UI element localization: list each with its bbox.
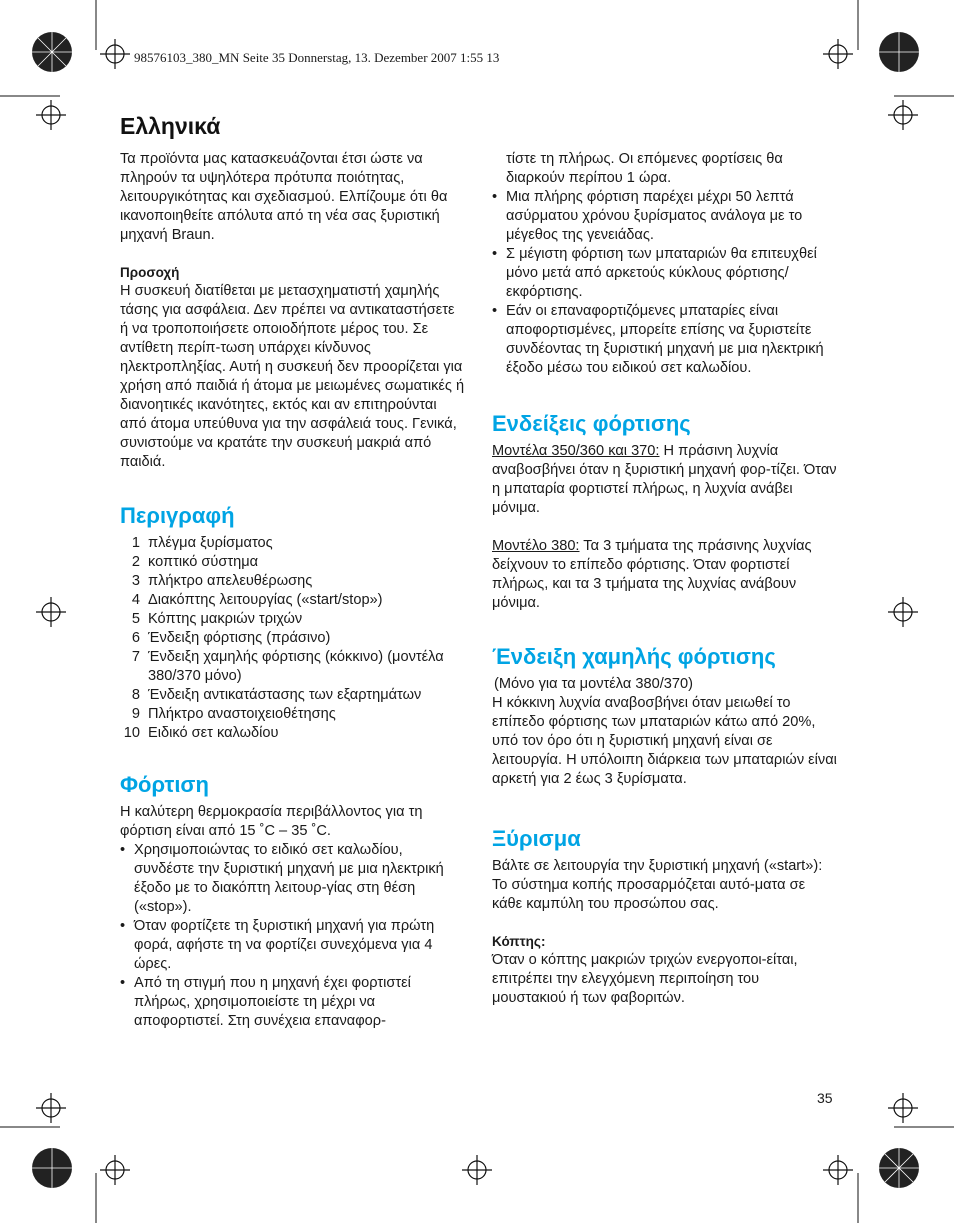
- list-item: • Μια πλήρης φόρτιση παρέχει μέχρι 50 λεπτά ασύρματου χρόνου ξυρίσματος ανάλογα με το μέγεθος της γενειάδας.: [492, 188, 837, 245]
- item-text: Ένδειξη χαμηλής φόρτισης (κόκκινο) (μοντέλα 380/370 μόνο): [148, 649, 444, 684]
- charging-bullets: [120, 841, 465, 1031]
- item-number: 7: [131, 649, 140, 665]
- right-column: [492, 150, 837, 1008]
- indicator-text: Τα 3 τμήματα της πράσινης λυχνίας δείχνουν το επίπεδο φόρτισης. Όταν φορτιστεί πλήρως, και τα 3 τμήματα της λυχνίας ανάβουν μόνιμα.: [492, 538, 812, 611]
- item-number: 4: [131, 592, 140, 608]
- description-heading: Περιγραφή: [120, 503, 235, 528]
- list-item: • Όταν φορτίζετε τη ξυριστική μηχανή για πρώτη φορά, αφήστε τη να φορτίζει συνεχόμενα για 4 ώρες.: [120, 917, 465, 974]
- charge-indicators-heading: Ενδείξεις φόρτισης: [492, 411, 691, 436]
- item-text: Ένδειξη αντικατάστασης των εξαρτημάτων: [148, 687, 422, 703]
- item-number: 5: [131, 611, 140, 627]
- charging-heading: Φόρτιση: [120, 772, 209, 797]
- model-label: Μοντέλα 350/360 και 370:: [492, 443, 660, 459]
- low-charge-heading: Ένδειξη χαμηλής φόρτισης: [492, 644, 776, 669]
- print-header: 98576103_380_MN Seite 35 Donnerstag, 13. Dezember 2007 1:55 13: [134, 50, 500, 65]
- item-number: 3: [131, 573, 140, 589]
- list-item: • Χρησιμοποιώντας το ειδικό σετ καλωδίου, συνδέστε την ξυριστική μηχανή με μια ηλεκτρική έξοδο με το διακόπτη λειτουρ-γίας στη θέση («stop»).: [120, 841, 465, 917]
- item-number: 10: [123, 725, 140, 741]
- caution-heading: Προσοχή: [120, 265, 180, 280]
- item-text: Κόπτης μακριών τριχών: [148, 611, 303, 627]
- description-item: [120, 629, 465, 648]
- charging-intro: Η καλύτερη θερμοκρασία περιβάλλοντος για τη φόρτιση είναι από 15 ˚C – 35 ˚C.: [120, 804, 423, 839]
- charging-bullets-continued: [492, 188, 837, 378]
- item-text: Ειδικό σετ καλωδίου: [148, 725, 279, 741]
- list-item: • Εάν οι επαναφορτιζόμενες μπαταρίες είναι αποφορτισμένες, μπορείτε επίσης να ξυριστείτε συνδέοντας τη ξυριστική μηχανή με μια ηλεκτρική έξοδο μέσω του ειδικού σετ καλωδίου.: [492, 302, 837, 378]
- description-item: [120, 572, 465, 591]
- item-number: 6: [131, 630, 140, 646]
- continued-text: τίστε τη πλήρως. Οι επόμενες φορτίσεις θα διαρκούν περίπου 1 ώρα.: [506, 151, 783, 186]
- intro-text: Τα προϊόντα μας κατασκευάζονται έτσι ώστε να πληρούν τα υψηλότερα πρότυπα ποιότητας, λειτουργικότητας και σχεδιασμού. Ελπίζουμε ότι θα ικανοποιηθείτε απόλυτα από τη νέα σας ξυριστική μηχανή Braun.: [120, 151, 448, 243]
- list-item: • Από τη στιγμή που η μηχανή έχει φορτιστεί πλήρως, χρησιμοποιείστε τη μέχρι να αποφορτιστεί. Στη συνέχεια επαναφορ-: [120, 974, 465, 1031]
- description-list: [120, 534, 465, 743]
- caution-text: Η συσκευή διατίθεται με μετασχηματιστή χαμηλής τάσης για ασφάλεια. Δεν πρέπει να αντικαταστήσετε ή να τροποποιήσετε οποιοδήποτε μέρος του. Σε αντίθετη περίπ-τωση υπάρχει κίνδυνος ηλεκτροπληξίας. Αυτή η συσκευή δεν προορίζεται για χρήση από παιδιά ή άτομα με μειωμένες σωματικές ή διανοητικές ικανότητες, εκτός και αν επιτηρούνται από άτομα υπεύθυνα για την ασφάλειά τους. Γενικά, συνιστούμε να κρατάτε την συσκευή μακριά από παιδιά.: [120, 283, 465, 470]
- indicator-paragraph-2: [492, 537, 837, 613]
- description-item: [120, 724, 465, 743]
- description-item: [120, 534, 465, 553]
- item-text: Ένδειξη φόρτισης (πράσινο): [148, 630, 331, 646]
- model-label: Μοντέλο 380:: [492, 538, 580, 554]
- indicator-text: Η πράσινη λυχνία αναβοσβήνει όταν η ξυριστική μηχανή φορ-τίζει. Όταν η μπαταρία φορτιστεί πλήρως, η λυχνία ανάβει μόνιμα.: [492, 443, 837, 516]
- item-number: 9: [131, 706, 140, 722]
- description-item: [120, 610, 465, 629]
- shaving-text: Βάλτε σε λειτουργία την ξυριστική μηχανή («start»): Το σύστημα κοπής προσαρμόζεται αυτό-ματα σε κάθε καμπύλη του προσώπου σας.: [492, 858, 823, 912]
- description-item: [120, 705, 465, 724]
- low-charge-note: (Μόνο για τα μοντέλα 380/370): [494, 676, 693, 692]
- item-text: πλέγμα ξυρίσματος: [148, 535, 273, 551]
- page-title: Ελληνικά: [120, 113, 221, 139]
- low-charge-text: Η κόκκινη λυχνία αναβοσβήνει όταν μειωθεί το επίπεδο φόρτισης των μπαταριών κάτω από 20%, υπό τον όρο ότι η ξυριστική μηχανή είναι σε λειτουργία. Η υπόλοιπη διάρκεια των μπαταριών είναι αρκετή για 2 έως 3 ξυρίσματα.: [492, 695, 837, 787]
- item-text: πλήκτρο απελευθέρωσης: [148, 573, 313, 589]
- item-number: 8: [131, 687, 140, 703]
- description-item: [120, 553, 465, 572]
- trimmer-text: Όταν ο κόπτης μακριών τριχών ενεργοποι-είται, επιτρέπει την ελεγχόμενη περιποίηση του μουστακιού ή των φαβοριτών.: [492, 952, 798, 1006]
- item-text: Διακόπτης λειτουργίας («start/stop»): [148, 592, 383, 608]
- description-item: [120, 686, 465, 705]
- item-text: κοπτικό σύστημα: [148, 554, 259, 570]
- description-item: [120, 648, 465, 686]
- list-item: • Σ μέγιστη φόρτιση των μπαταριών θα επιτευχθεί μόνο μετά από αρκετούς κύκλους φόρτισης/εκφόρτισης.: [492, 245, 837, 302]
- indicator-paragraph-1: [492, 442, 837, 518]
- item-number: 2: [131, 554, 140, 570]
- shaving-heading: Ξύρισμα: [492, 826, 581, 851]
- item-text: Πλήκτρο αναστοιχειοθέτησης: [148, 706, 336, 722]
- description-item: [120, 591, 465, 610]
- page-number: 35: [817, 1090, 833, 1106]
- item-number: 1: [131, 535, 140, 551]
- trimmer-heading: Κόπτης:: [492, 934, 546, 949]
- left-column: [120, 150, 465, 1031]
